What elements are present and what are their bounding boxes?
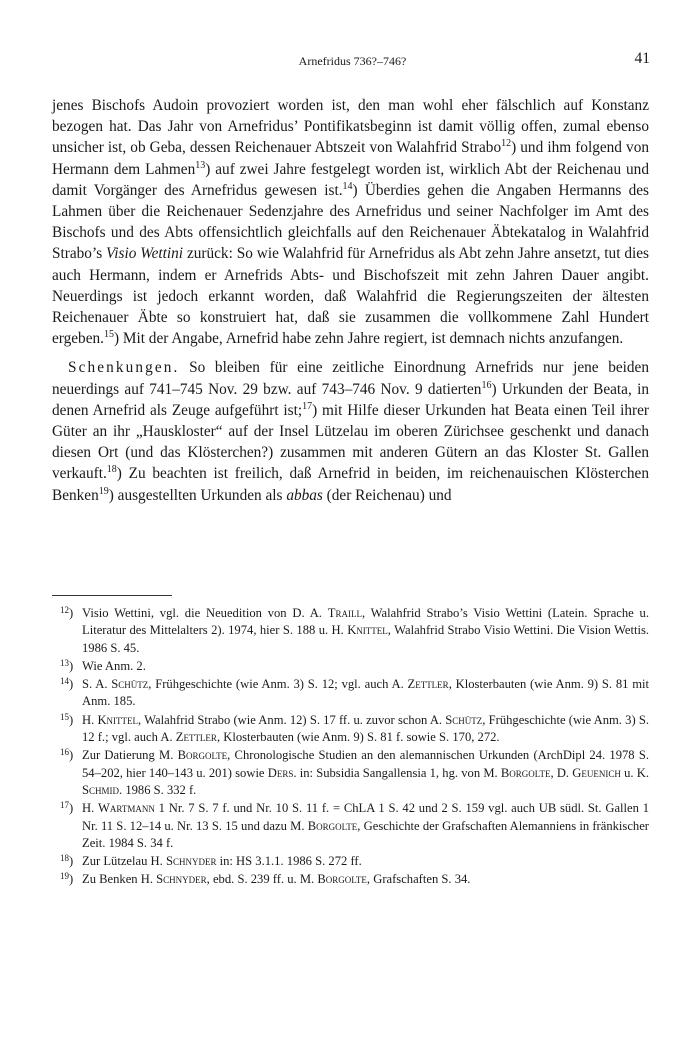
author-name: Borgolte (177, 748, 228, 763)
text-segment: jenes Bischofs Audoin provoziert worden ist, den man wohl eher fälschlich auf Konstanz bezogen hat. Das Jahr von Arnefridus’ Pontifikatsbeginn ist damit völlig offen, zumal ebenso unsicher ist, ob Geba, dessen Reichenauer Abtszeit von Walahfrid Strabo (52, 97, 649, 157)
footnote-number-label: 14 (60, 676, 69, 687)
footnote-segment: Visio Wettini, vgl. die Neuedition von D. A. (82, 606, 328, 620)
author-name: Schütz (445, 712, 483, 727)
footnote-15 (52, 712, 649, 747)
footnote-text (82, 712, 649, 747)
text-segment: So bleiben für eine zeitliche Einordnung Arnefrids nur jene beiden neuerdings auf 741–745 Nov. 29 bzw. auf 743–746 Nov. 9 datierten (52, 359, 649, 398)
footnote-segment: , Walahfrid Strabo’s Visio Wettini (Latein. Sprache u. Literatur des Mittelalters 2). 1974, hier S. 188 u. H. (82, 606, 650, 638)
footnote-segment: Zur Datierung M. (82, 748, 178, 763)
footnote-ref-19[interactable]: 19 (98, 485, 109, 497)
footnote-number: $^{16}$) (60, 747, 74, 763)
text-segment: ) mit Hilfe dieser Urkunden hat Beata einen Teil ihrer Güter an ihr „Hauskloster“ auf der Insel Lützelau im oberen Zürichsee geschenkt und danach diesen Ort (und das Klösterchen?) zusammen mit anderen Gütern an das Kloster St. Gallen verkauft. (52, 401, 649, 483)
footnote-segment: , Walahfrid Strabo Visio Wettini. Die Vision Wettis. 1986 S. 45. (82, 623, 650, 655)
text-segment: ) auf zwei Jahre festgelegt worden ist, wirklich Abt der Reichenau und damit Vorgänger des Arnefridus gewesen ist. (52, 160, 649, 199)
footnote-number-label: 19 (60, 871, 69, 882)
footnote-ref-15[interactable]: 15 (103, 329, 114, 341)
footnote-number: $^{12}$) (60, 605, 74, 620)
footnote-17 (52, 800, 649, 852)
text-segment: ) Urkunden der Beata, in denen Arnefrid als Zeuge aufgeführt ist; (52, 380, 650, 419)
footnote-ref-16[interactable]: 16 (481, 379, 492, 391)
author-name: Ders. (267, 765, 297, 780)
footnote-number-label: 16 (60, 747, 69, 758)
footnote-segment: . 1986 S. 332 f. (119, 782, 197, 797)
footnote-segment: , Geschichte der Grafschaften Alemanniens in fränkischer Zeit. 1984 S. 34 f. (82, 818, 649, 850)
text-segment: zurück: So wie Walahfrid für Arnefridus als Abt zehn Jahre ansetzt, tut dies auch Hermann, indem er Arnefrids Abts- und Bischofszeit mit zehn Jahren Dauer angibt. Neuerdings ist jedoch erkannt worden, daß Walahfrid die Regierungszeiten der ältesten Reichenauer Äbte so konstruiert hat, daß sie zusammen die vollkommene Zahl Hundert ergeben. (52, 245, 649, 348)
paragraph-2 (52, 357, 649, 505)
footnote-segment: , D. (550, 765, 573, 780)
author-name: Knittel (97, 712, 139, 727)
text-segment: ) Überdies gehen die Angaben Hermanns des Lahmen über die Reichenauer Sedenzjahre des Arnefridus und seiner Nachfolger im Amt des Bischofs und des Abts offensichtlich gleichfalls auf den Reichenauer Äbtekatalog in Walahfrid Strabo’s (52, 181, 649, 263)
author-name: Geuenich (572, 765, 621, 780)
paragraph-1 (52, 95, 649, 349)
footnote-segment: Zur Lützelau H. (82, 854, 166, 869)
footnote-segment: in: Subsidia Sangallensia 1, hg. von M. (296, 765, 501, 780)
running-title: Arnefridus 736?–746? (298, 54, 407, 68)
footnote-number: $^{17}$) (60, 800, 74, 816)
main-text (52, 95, 649, 506)
text-segment: ) ausgestellten Urkunden als (108, 486, 287, 504)
footnote-text (82, 676, 649, 711)
footnote-number: $^{15}$) (60, 711, 74, 727)
footnote-text (82, 605, 649, 657)
footnote-segment: , Grafschaften S. 34. (366, 872, 471, 887)
footnote-ref-18[interactable]: 18 (106, 464, 117, 476)
work-title: Visio Wettini (106, 245, 184, 263)
footnote-segment: Wie Anm. 2. (82, 658, 146, 673)
footnote-text (82, 747, 649, 799)
footnote-19 (52, 871, 649, 888)
footnote-12 (52, 605, 649, 657)
footnote-text (82, 800, 649, 852)
footnote-number-label: 15 (60, 711, 69, 722)
page-number: 41 (634, 50, 650, 67)
author-name: Zettler (407, 677, 449, 692)
footnote-segment: H. (82, 712, 98, 727)
footnote-13 (52, 658, 649, 675)
footnote-separator (52, 595, 172, 596)
author-name: Schmid (82, 782, 120, 797)
footnote-segment: 1 Nr. 7 S. 7 f. und Nr. 10 S. 11 f. = ChLA 1 S. 42 und 2 S. 159 vgl. auch UB südl. St. Gallen 1 Nr. 11 S. 12–14 u. Nr. 13 S. 15 und dazu M. (82, 801, 649, 833)
footnote-segment: , Walahfrid Strabo (wie Anm. 12) S. 17 ff. u. zuvor schon A. (138, 712, 446, 727)
author-name: Wartmann (98, 801, 155, 816)
text-segment: ) und ihm folgend von Hermann dem Lahmen (52, 139, 649, 178)
footnote-14 (52, 676, 649, 711)
footnote-ref-14[interactable]: 14 (342, 180, 353, 192)
footnote-18 (52, 853, 649, 870)
author-name: Schnyder (156, 872, 207, 887)
footnote-segment: , ebd. S. 239 ff. u. M. (206, 872, 318, 887)
footnote-number: $^{14}$) (60, 676, 74, 692)
footnote-segment: , Chronologische Studien an den alemannischen Urkunden (ArchDipl 24. 1978 S. 54–202, hier 140–143 u. 201) sowie (82, 748, 649, 780)
author-name: Zettler (175, 730, 217, 745)
text-segment: (der Reichenau) und (322, 486, 452, 504)
footnote-text (82, 658, 649, 675)
footnote-text (82, 853, 649, 870)
author-name: Knittel (347, 623, 388, 638)
footnote-number-label: 17 (60, 800, 69, 811)
author-name: Schütz (111, 677, 149, 692)
footnote-ref-12[interactable]: 12 (501, 138, 512, 150)
footnote-number: $^{19}$) (60, 871, 74, 887)
footnote-ref-13[interactable]: 13 (195, 159, 206, 171)
running-header (55, 50, 650, 70)
footnote-segment: H. (82, 801, 99, 816)
footnote-segment: Zu Benken H. (82, 872, 157, 887)
footnote-number: $^{13}$) (60, 657, 74, 673)
author-name: Borgolte (500, 765, 551, 780)
footnote-number-label: 13 (60, 657, 69, 668)
footnote-segment: , Klosterbauten (wie Anm. 9) S. 81 f. sowie S. 170, 272. (216, 730, 500, 745)
footnote-segment: , Frühgeschichte (wie Anm. 3) S. 12; vgl. auch A. (148, 677, 408, 692)
author-name: Traill (327, 606, 362, 620)
footnote-segment: u. K. (620, 765, 649, 780)
footnote-text (82, 871, 649, 888)
footnote-segment: S. A. (82, 677, 112, 692)
footnote-segment: in: HS 3.1.1. 1986 S. 272 ff. (216, 854, 362, 869)
section-heading: Schenkungen. (68, 359, 180, 377)
footnotes (52, 605, 649, 890)
text-segment: ) Mit der Angabe, Arnefrid habe zehn Jahre regiert, ist demnach nichts anzufangen. (113, 330, 624, 348)
footnote-number-label: 18 (60, 853, 69, 864)
author-name: Borgolte (307, 818, 358, 833)
footnote-number: $^{18}$) (60, 853, 74, 869)
author-name: Schnyder (165, 854, 217, 869)
footnote-16 (52, 747, 649, 799)
footnote-segment: , Frühgeschichte (wie Anm. 3) S. 12 f.; vgl. auch A. (82, 712, 649, 745)
footnote-segment: , Klosterbauten (wie Anm. 9) S. 81 mit Anm. 185. (82, 677, 649, 709)
latin-term: abbas (286, 486, 323, 504)
author-name: Borgolte (317, 872, 367, 887)
footnote-number-label: 12 (60, 605, 69, 615)
text-segment: ) Zu beachten ist freilich, daß Arnefrid in beiden, im reichenauischen Klösterchen Benken (52, 465, 649, 504)
footnote-ref-17[interactable]: 17 (302, 400, 313, 412)
